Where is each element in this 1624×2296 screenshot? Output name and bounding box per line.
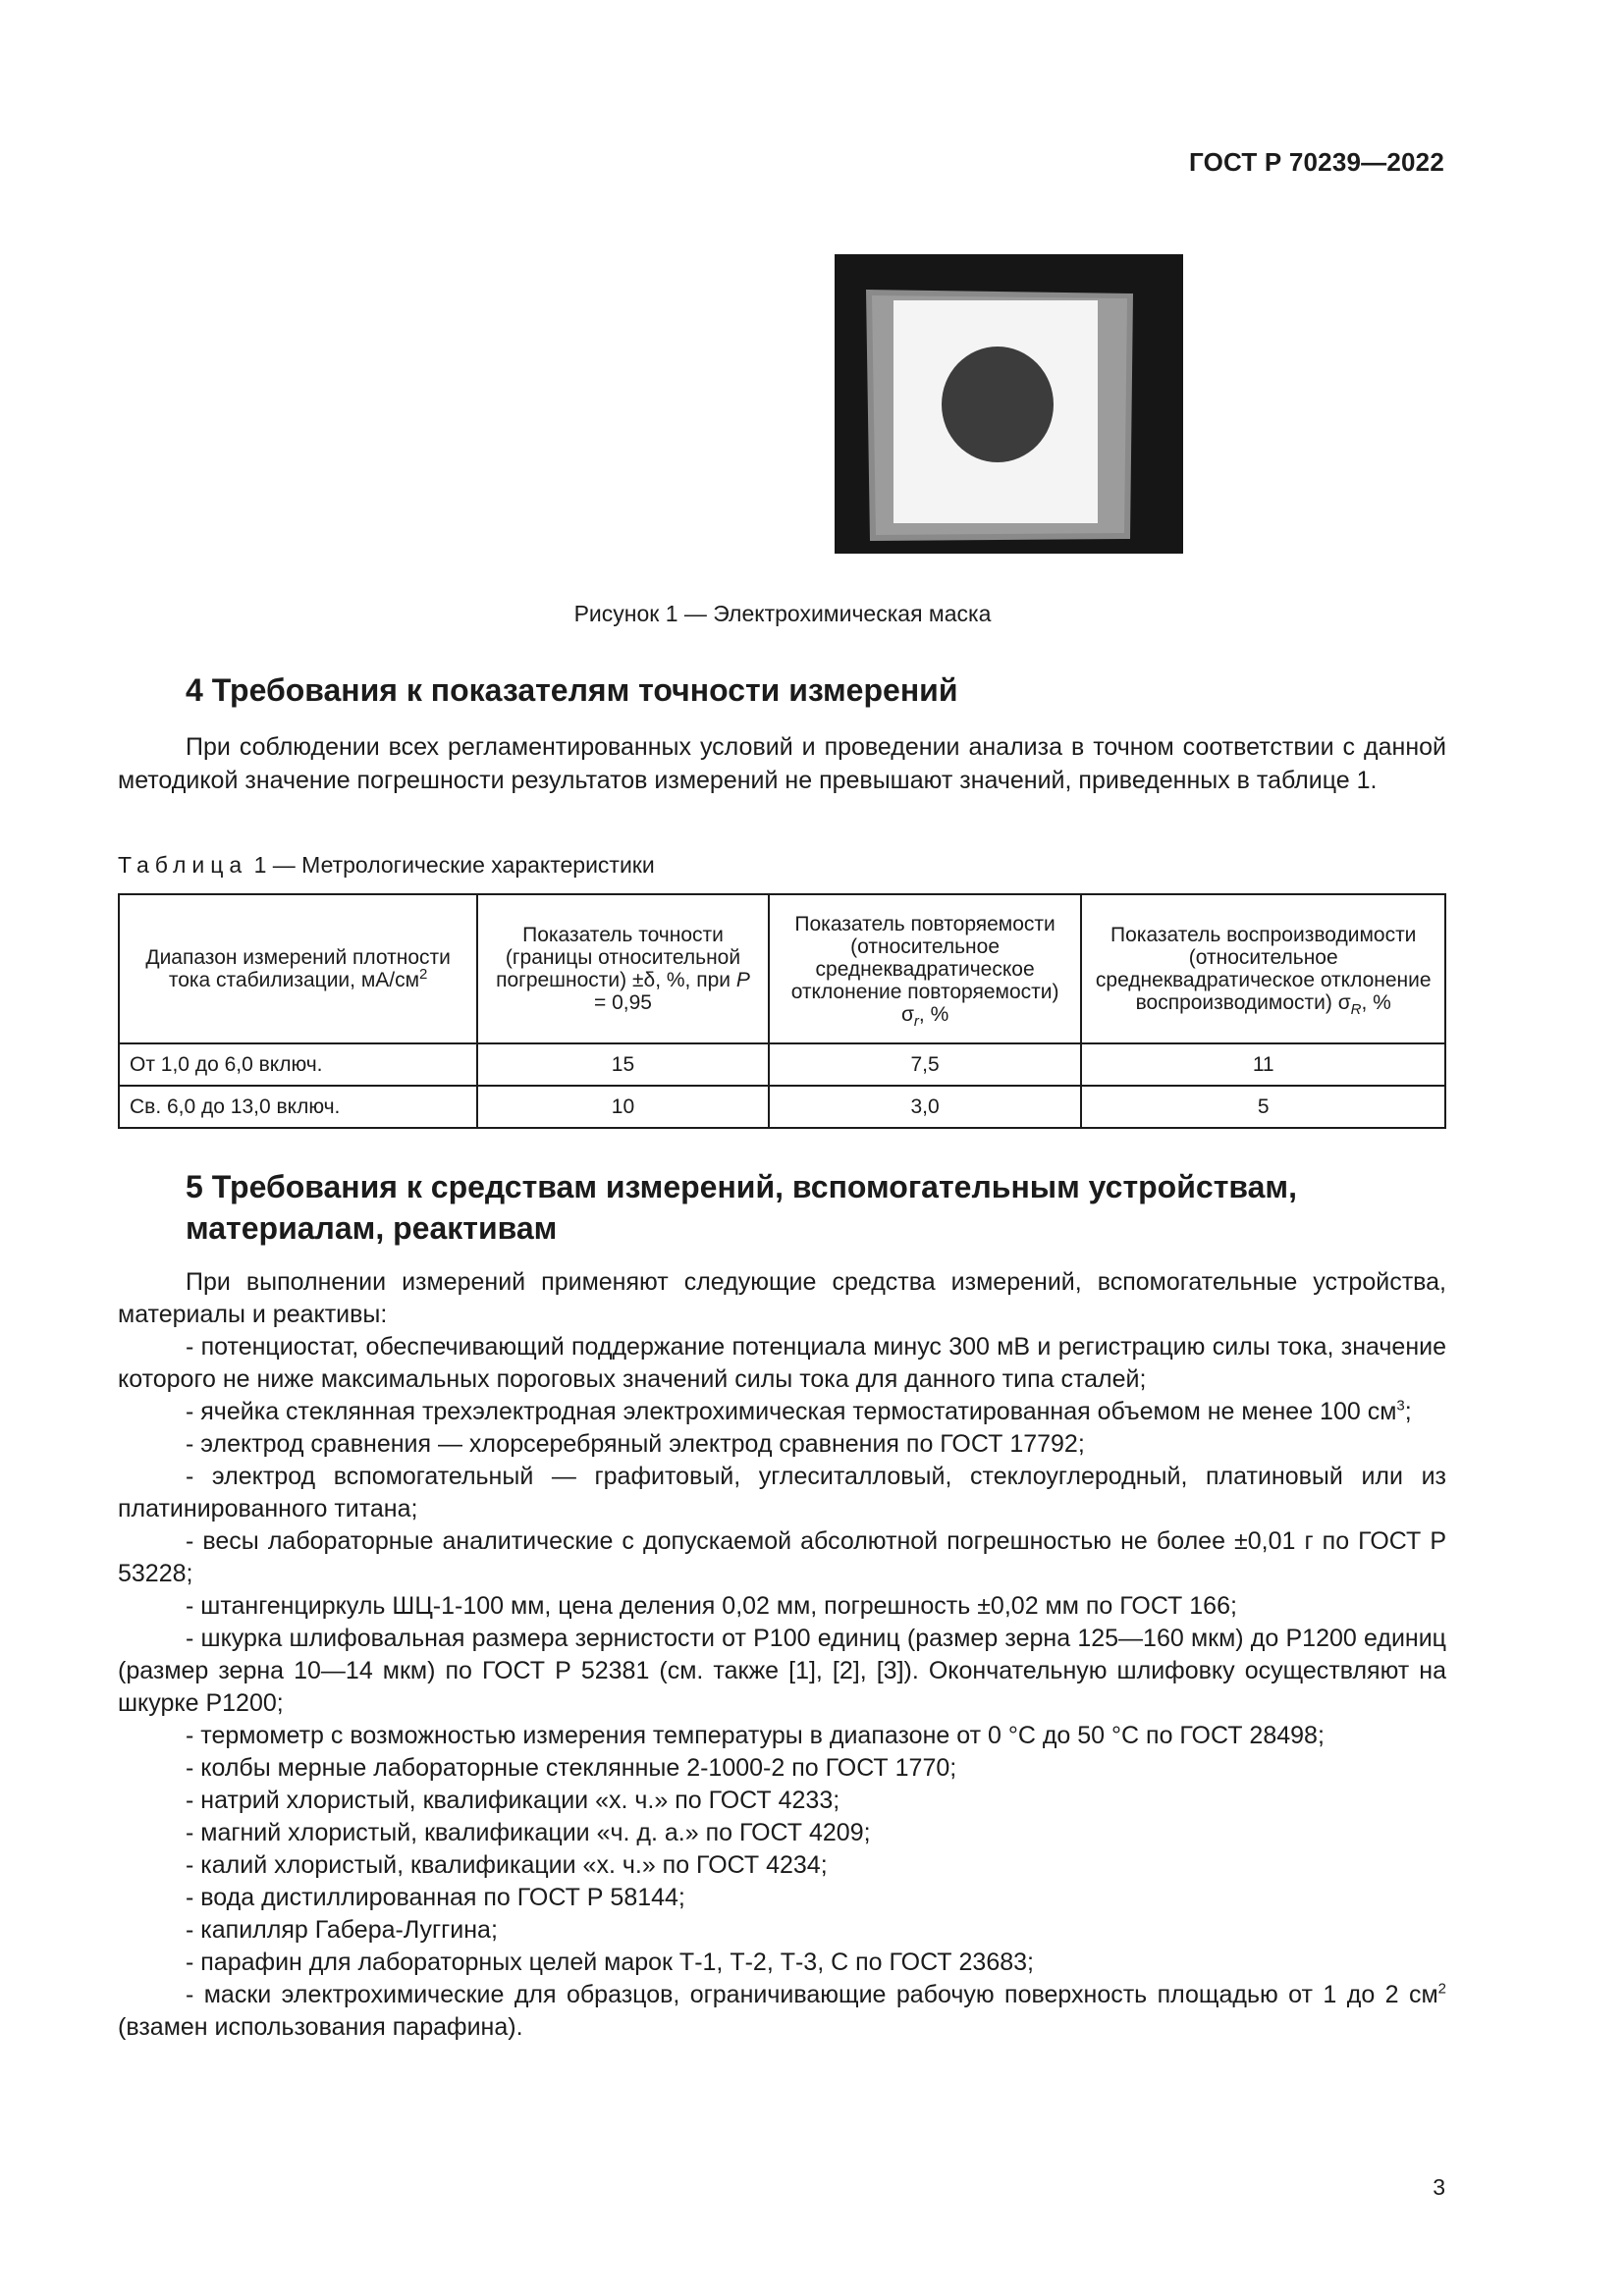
table-cell: 3,0 bbox=[769, 1086, 1082, 1128]
list-item: - магний хлористый, квалификации «ч. д. а.» по ГОСТ 4209; bbox=[186, 1819, 871, 1846]
header-range: Диапазон измерений плотности тока стабилизации, $мА/см^2$ bbox=[119, 894, 477, 1043]
list-item: - электрод вспомогательный — графитовый, углеситалловый, стеклоуглеродный, платиновый или из платинированного титана; bbox=[118, 1463, 1446, 1522]
table-header-row bbox=[119, 894, 1445, 1043]
table-row bbox=[119, 1043, 1445, 1086]
table-cell: 5 bbox=[1081, 1086, 1445, 1128]
header-accuracy: Показатель точности (границы относительной погрешности) ±δ, %, при P = 0,95 bbox=[477, 894, 769, 1043]
table-caption-text: 1 — Метрологические характеристики bbox=[247, 852, 655, 878]
section-5-intro: При выполнении измерений применяют следующие средства измерений, вспомогательные устройства, материалы и реактивы: bbox=[118, 1268, 1446, 1328]
figure-photo-mask bbox=[835, 254, 1183, 554]
list-item: - калий хлористый, квалификации «х. ч.» по ГОСТ 4234; bbox=[186, 1851, 828, 1879]
list-item: - ячейка стеклянная трехэлектродная электрохимическая термостатированная объемом не менее 100 $см^3$; bbox=[186, 1397, 1412, 1425]
page-number: 3 bbox=[1433, 2174, 1445, 2200]
list-item: - штангенциркуль ШЦ-1-100 мм, цена деления 0,02 мм, погрешность ±0,02 мм по ГОСТ 166; bbox=[186, 1592, 1237, 1620]
list-item: - электрод сравнения — хлорсеребряный электрод сравнения по ГОСТ 17792; bbox=[186, 1430, 1085, 1458]
table-cell: 10 bbox=[477, 1086, 769, 1128]
list-item: - капилляр Габера-Луггина; bbox=[186, 1916, 498, 1944]
section-4-paragraph-text: При соблюдении всех регламентированных условий и проведении анализа в точном соответствии с данной методикой значение погрешности результатов измерений не превышают значений, приведенных в таблице 1. bbox=[118, 733, 1446, 794]
header-repeatability: Показатель повторяемости (относительное среднеквадратическое отклонение повторяемости) $\sigma_r$, % bbox=[769, 894, 1082, 1043]
table-cell: 15 bbox=[477, 1043, 769, 1086]
mask-round-hole bbox=[942, 347, 1054, 462]
table-cell: Св. 6,0 до 13,0 включ. bbox=[119, 1086, 477, 1128]
table-row bbox=[119, 1086, 1445, 1128]
list-item: - маски электрохимические для образцов, ограничивающие рабочую поверхность площадью от 1 до 2 $см^2$ (взамен использования парафина). bbox=[118, 1980, 1446, 2041]
page-header: ГОСТ Р 70239—2022 bbox=[1189, 147, 1444, 177]
equipment-list bbox=[118, 1266, 1446, 2044]
list-item: - весы лабораторные аналитические с допускаемой абсолютной погрешностью не более ±0,01 г по ГОСТ Р 53228; bbox=[118, 1527, 1446, 1587]
list-item: - натрий хлористый, квалификации «х. ч.» по ГОСТ 4233; bbox=[186, 1787, 840, 1814]
list-item: - шкурка шлифовальная размера зернистости от Р100 единиц (размер зерна 125—160 мкм) до Р1200 единиц (размер зерна 10—14 мкм) по ГОСТ Р 52381 (см. также [1], [2], [3]). Окончательную шлифовку осуществляют на шкурке Р1200; bbox=[118, 1625, 1446, 1717]
list-item: - термометр с возможностью измерения температуры в диапазоне от 0 °С до 50 °С по ГОСТ 28498; bbox=[186, 1722, 1325, 1749]
table-caption bbox=[118, 852, 655, 879]
header-reproducibility: Показатель воспроизводимости (относительное среднеквадратическое отклонение воспроизводимости) $\sigma_R$, % bbox=[1081, 894, 1445, 1043]
metrological-characteristics-table bbox=[118, 893, 1446, 1129]
figure-caption: Рисунок 1 — Электрохимическая маска bbox=[573, 601, 992, 626]
list-item: - потенциостат, обеспечивающий поддержание потенциала минус 300 мВ и регистрацию силы тока, значение которого не ниже максимальных пороговых значений силы тока для данного типа сталей; bbox=[118, 1333, 1446, 1393]
table-cell: 7,5 bbox=[769, 1043, 1082, 1086]
section-4-heading: 4 Требования к показателям точности измерений bbox=[186, 672, 958, 708]
list-item: - вода дистиллированная по ГОСТ Р 58144; bbox=[186, 1884, 685, 1911]
table-cell: 11 bbox=[1081, 1043, 1445, 1086]
list-item: - парафин для лабораторных целей марок Т-1, Т-2, Т-3, С по ГОСТ 23683; bbox=[186, 1949, 1034, 1976]
section-5-heading: 5 Требования к средствам измерений, вспомогательным устройствам, материалам, реактивам bbox=[186, 1169, 1297, 1246]
section-4-paragraph bbox=[118, 730, 1446, 797]
table-caption-prefix: Таблица bbox=[118, 852, 248, 878]
list-item: - колбы мерные лабораторные стеклянные 2-1000-2 по ГОСТ 1770; bbox=[186, 1754, 957, 1782]
table-cell: От 1,0 до 6,0 включ. bbox=[119, 1043, 477, 1086]
